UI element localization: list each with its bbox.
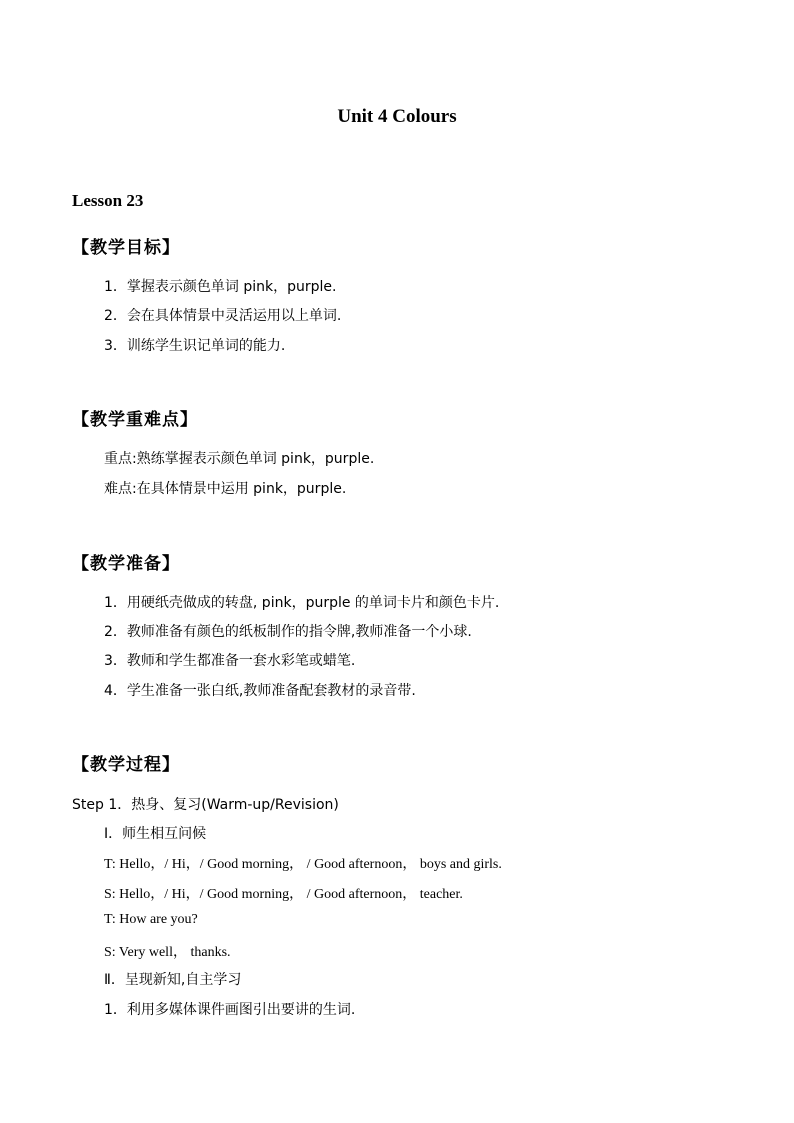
key-point-item-2: 难点:在具体情景中运用 pink，purple. — [104, 481, 347, 497]
section-heading-goals: 【教学目标】 — [72, 238, 180, 258]
goal-item-3: 3．训练学生识记单词的能力. — [104, 338, 286, 354]
section-heading-process: 【教学过程】 — [72, 755, 180, 775]
prep-item-2: 2．教师准备有颜色的纸板制作的指令牌,教师准备一个小球. — [104, 624, 472, 640]
dialog-line: S: Hello，/ Hi，/ Good morning， / Good afternoon， teacher. — [104, 887, 463, 902]
key-point-item-1: 重点:熟练掌握表示颜色单词 pink，purple. — [104, 451, 375, 467]
prep-item-4: 4．学生准备一张白纸,教师准备配套教材的录音带. — [104, 683, 416, 699]
prep-item-1: 1．用硬纸壳做成的转盘, pink，purple 的单词卡片和颜色卡片. — [104, 595, 500, 611]
dialog-line: T: Hello，/ Hi，/ Good morning， / Good afternoon， boys and girls. — [104, 857, 502, 872]
process-subheading-1: Ⅰ．师生相互问候 — [104, 826, 207, 842]
process-step-1: Step 1．热身、复习(Warm-up/Revision) — [72, 797, 339, 813]
dialog-line: S: Very well， thanks. — [104, 945, 231, 960]
process-item-1: 1．利用多媒体课件画图引出要讲的生词. — [104, 1002, 356, 1018]
page-title: Unit 4 Colours — [337, 106, 457, 127]
prep-item-3: 3．教师和学生都准备一套水彩笔或蜡笔. — [104, 653, 356, 669]
goal-item-1: 1．掌握表示颜色单词 pink，purple. — [104, 279, 337, 295]
goal-item-2: 2．会在具体情景中灵活运用以上单词. — [104, 308, 342, 324]
section-heading-key-points: 【教学重难点】 — [72, 410, 198, 430]
lesson-label: Lesson 23 — [72, 191, 144, 210]
section-heading-preparation: 【教学准备】 — [72, 554, 180, 574]
process-subheading-2: Ⅱ．呈现新知,自主学习 — [104, 972, 242, 988]
dialog-line: T: How are you? — [104, 912, 198, 927]
